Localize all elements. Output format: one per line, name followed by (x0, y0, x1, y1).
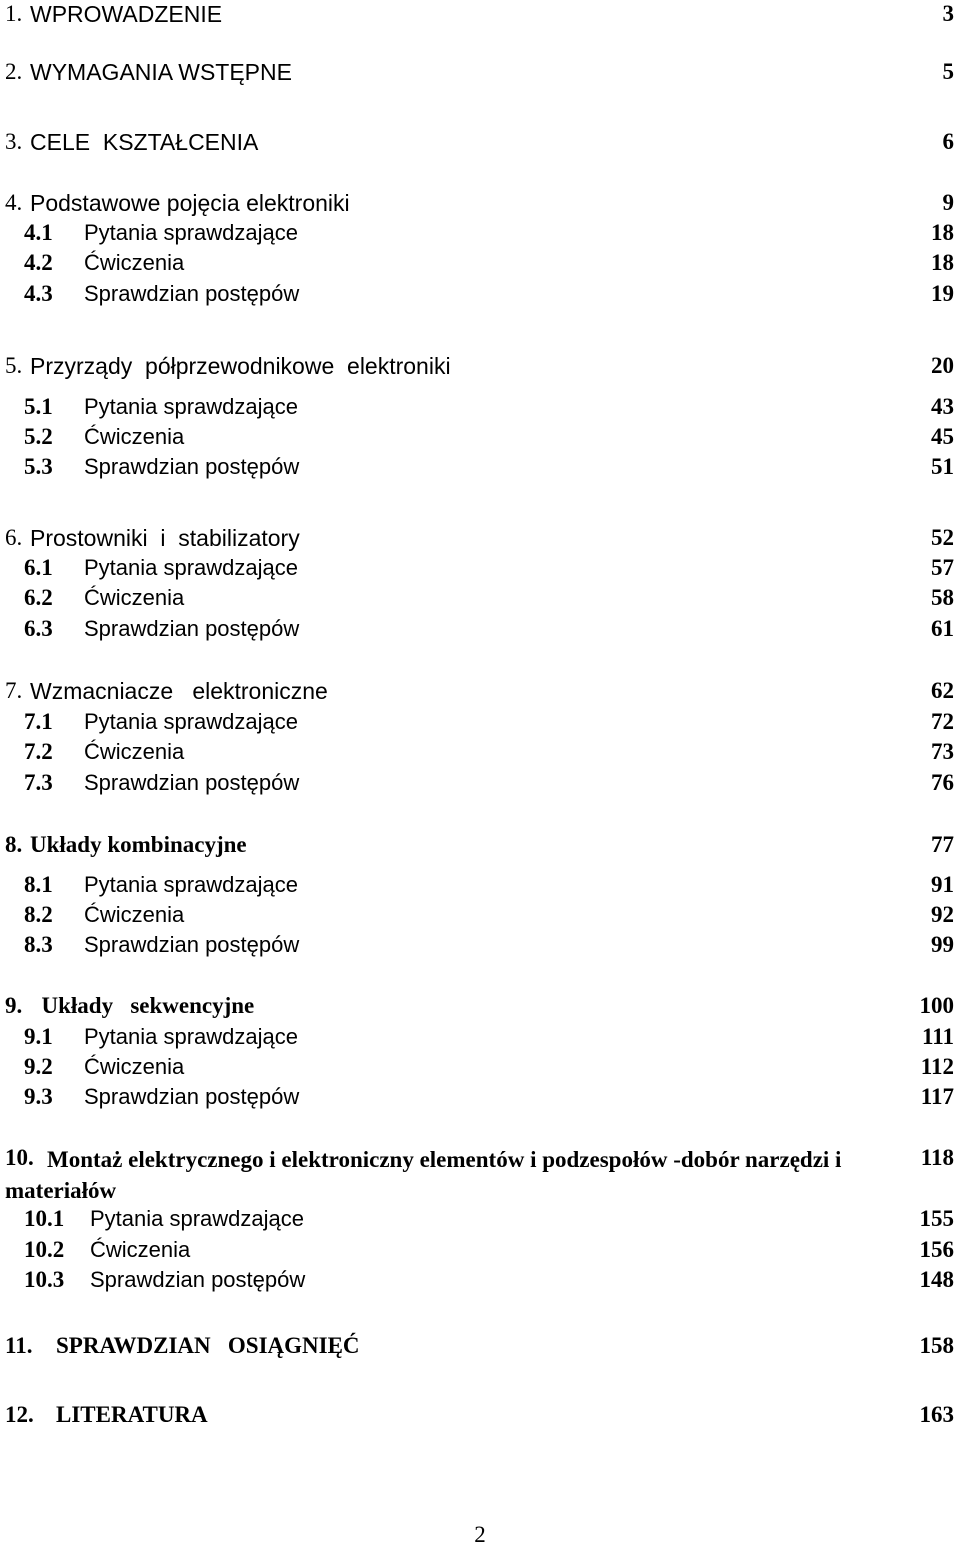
toc-entry-title: Układy kombinacyjne (30, 832, 247, 857)
toc-entry-number: 4. (5, 190, 23, 215)
toc-entry-number: 8. (5, 832, 23, 857)
toc-entry-page: 100 (919, 993, 954, 1018)
toc-entry-title: Prostowniki i stabilizatory (30, 525, 300, 551)
toc-entry-page: 163 (919, 1402, 954, 1427)
toc-entry-page: 73 (931, 739, 954, 764)
toc-entry-page: 156 (919, 1237, 954, 1262)
toc-entry-number: 8.1 (24, 872, 53, 897)
toc-entry-number: 5.3 (24, 454, 53, 479)
toc-entry-number: 5.2 (24, 424, 53, 449)
toc-entry-title: LITERATURA (56, 1402, 208, 1427)
toc-entry-title: Ćwiczenia (84, 424, 185, 449)
toc-entry-number: 10.3 (24, 1267, 65, 1292)
toc-entry-title: Wzmacniacze elektroniczne (30, 678, 328, 704)
toc-entry-title: Sprawdzian postępów (90, 1267, 306, 1292)
toc-entry-title: Sprawdzian postępów (84, 281, 300, 306)
toc-entry-page: 9 (942, 190, 954, 215)
toc-entry-page: 118 (920, 1145, 954, 1170)
toc-entry-number: 3. (5, 129, 23, 154)
page-number: 2 (474, 1522, 486, 1547)
toc-entry-title: Montaż elektrycznego i elektroniczny elementów i podzespołów -dobór narzędzi i materiałów (5, 1147, 842, 1203)
toc-entry-page: 5 (942, 59, 954, 84)
toc-entry-page: 57 (931, 555, 954, 580)
toc-entry-number: 2. (5, 59, 23, 84)
toc-entry-page: 91 (931, 872, 954, 897)
toc-entry-page: 45 (931, 424, 954, 449)
toc-entry-title: Pytania sprawdzające (84, 220, 299, 245)
toc-entry-page: 6 (942, 129, 954, 154)
toc-entry-page: 117 (920, 1084, 954, 1109)
toc-entry-page: 92 (931, 902, 954, 927)
toc-entry-title: Sprawdzian postępów (84, 932, 300, 957)
toc-entry-title: Pytania sprawdzające (84, 394, 299, 419)
toc-entry-number: 10.1 (24, 1206, 65, 1231)
toc-entry-title: Sprawdzian postępów (84, 770, 300, 795)
toc-entry-number: 9.3 (24, 1084, 53, 1109)
toc-entry-number: 9.1 (24, 1024, 53, 1049)
toc-entry-title: Sprawdzian postępów (84, 454, 300, 479)
toc-entry-number: 4.2 (24, 250, 53, 275)
toc-entry-page: 61 (931, 616, 954, 641)
toc-entry-title: Ćwiczenia (84, 250, 185, 275)
toc-entry-page: 19 (931, 281, 954, 306)
toc-entry-page: 158 (919, 1333, 954, 1358)
toc-entry-title: Pytania sprawdzające (84, 555, 299, 580)
toc-entry-number: 12. (5, 1402, 34, 1427)
toc-entry-page: 111 (922, 1024, 954, 1049)
toc-entry-number: 5.1 (24, 394, 53, 419)
toc-entry-page: 3 (942, 1, 954, 26)
toc-entry-number: 11. (5, 1333, 33, 1358)
toc-entry-number: 8.2 (24, 902, 53, 927)
toc-entry-number: 7. (5, 678, 23, 703)
toc-entry-number: 8.3 (24, 932, 53, 957)
toc-entry-page: 62 (931, 678, 954, 703)
toc-entry-title: Pytania sprawdzające (84, 1024, 299, 1049)
toc-entry-title: Układy sekwencyjne (30, 993, 255, 1018)
toc-entry-page: 112 (920, 1054, 954, 1079)
toc-entry-title: WYMAGANIA WSTĘPNE (30, 59, 292, 85)
toc-entry-page: 52 (931, 525, 954, 550)
toc-entry-number: 4.1 (24, 220, 53, 245)
toc-entry-page: 51 (931, 454, 954, 479)
toc-entry-title: Pytania sprawdzające (84, 872, 299, 897)
toc-entry-number: 5. (5, 353, 23, 378)
toc-entry-number: 6. (5, 525, 23, 550)
toc-entry-title: Przyrządy półprzewodnikowe elektroniki (30, 353, 451, 379)
toc-entry-title: Pytania sprawdzające (84, 709, 299, 734)
toc-entry-title: Sprawdzian postępów (84, 616, 300, 641)
toc-entry-page: 155 (919, 1206, 954, 1231)
toc-entry-title: WPROWADZENIE (30, 1, 223, 27)
toc-entry-number: 7.2 (24, 739, 53, 764)
toc-entry-number: 6.1 (24, 555, 53, 580)
toc-entry-page: 72 (931, 709, 954, 734)
toc-entry-page: 77 (931, 832, 954, 857)
toc-entry-page: 99 (931, 932, 954, 957)
toc-entry-number: 6.2 (24, 585, 53, 610)
toc-entry-page: 20 (931, 353, 954, 378)
toc-entry-number: 1. (5, 1, 23, 26)
toc-entry-number: 7.1 (24, 709, 53, 734)
toc-entry-number: 9. (5, 993, 23, 1018)
toc-entry-title: Podstawowe pojęcia elektroniki (30, 190, 350, 216)
toc-entry-page: 58 (931, 585, 954, 610)
toc-entry-page: 18 (931, 220, 954, 245)
toc-entry-number: 6.3 (24, 616, 53, 641)
toc-entry-title: Ćwiczenia (84, 585, 185, 610)
toc-entry-title: Ćwiczenia (84, 1054, 185, 1079)
toc-entry-title: Pytania sprawdzające (90, 1206, 305, 1231)
toc-entry-number: 9.2 (24, 1054, 53, 1079)
toc-entry-title: Ćwiczenia (84, 739, 185, 764)
toc-entry-page: 43 (931, 394, 954, 419)
toc-entry-number: 7.3 (24, 770, 53, 795)
toc-entry-page: 148 (919, 1267, 954, 1292)
toc-entry-title: Ćwiczenia (84, 902, 185, 927)
toc-entry-title: Ćwiczenia (90, 1237, 191, 1262)
toc-entry-title: CELE KSZTAŁCENIA (30, 129, 259, 155)
toc-entry-number: 4.3 (24, 281, 53, 306)
toc-entry-number: 10. (5, 1145, 34, 1170)
toc-entry-page: 18 (931, 250, 954, 275)
toc-entry-number: 10.2 (24, 1237, 65, 1262)
toc-entry-page: 76 (931, 770, 954, 795)
toc-entry-title: Sprawdzian postępów (84, 1084, 300, 1109)
toc-entry-title: SPRAWDZIAN OSIĄGNIĘĆ (56, 1333, 360, 1358)
